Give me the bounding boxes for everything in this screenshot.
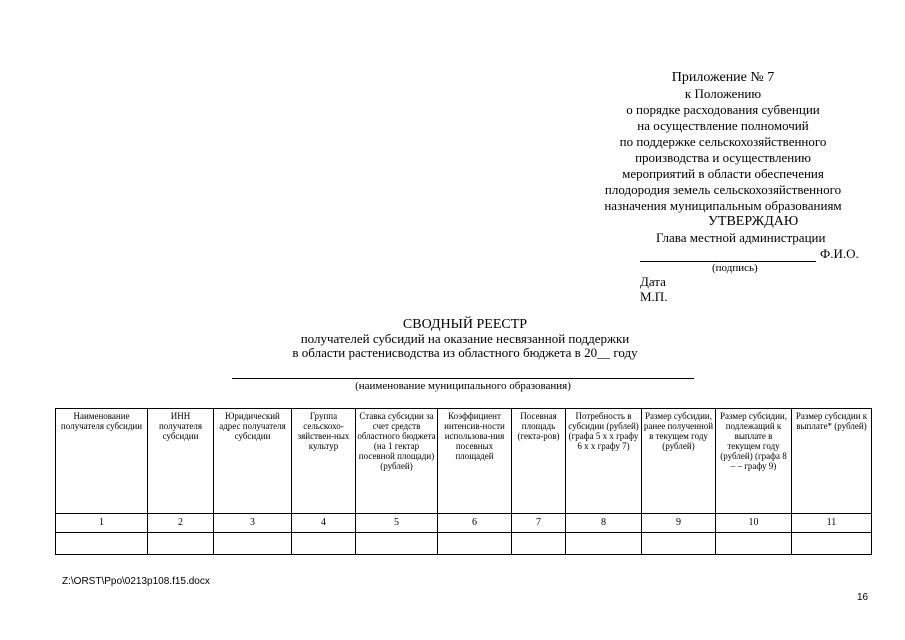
table-cell — [438, 533, 512, 555]
table-cell — [642, 533, 716, 555]
table-column-number-row — [56, 514, 872, 533]
column-number-cell: 6 — [438, 514, 512, 533]
appendix-line: мероприятий в области обеспечения — [622, 166, 824, 181]
table-header-cell: Наименование получателя субсидии — [56, 409, 148, 514]
table-cell — [566, 533, 642, 555]
column-number-cell: 11 — [792, 514, 872, 533]
approval-position: Глава местной администрации — [656, 230, 826, 245]
table-header-row — [56, 409, 872, 514]
appendix-line: о порядке расходования субвенции — [626, 102, 820, 117]
document-title — [200, 318, 730, 360]
table-cell — [148, 533, 214, 555]
table-cell — [356, 533, 438, 555]
appendix-block — [560, 70, 886, 214]
table-cell — [214, 533, 292, 555]
table-header-cell: Группа сельскохо-зяйствен-ных культур — [292, 409, 356, 514]
approval-title: УТВЕРЖДАЮ — [708, 214, 799, 229]
appendix-line: к Положению — [684, 86, 762, 101]
table-empty-row — [56, 533, 872, 555]
title-line-1: СВОДНЫЙ РЕЕСТР — [402, 317, 528, 332]
signature-underline — [640, 247, 816, 262]
table-cell — [792, 533, 872, 555]
column-number-cell: 3 — [214, 514, 292, 533]
title-line-2: получателей субсидий на оказание несвязанной поддержки — [300, 331, 630, 346]
municipality-underline — [232, 378, 694, 379]
appendix-line: назначения муниципальным образованиям — [604, 198, 842, 213]
table-header-cell: Размер субсидии к выплате* (рублей) — [792, 409, 872, 514]
approval-fio: Ф.И.О. — [820, 246, 859, 261]
table-header-cell: Коэффициент интенсив-ности использова-ния посевных площадей — [438, 409, 512, 514]
column-number-cell: 9 — [642, 514, 716, 533]
table-cell — [292, 533, 356, 555]
date-stamp-block — [640, 274, 667, 304]
column-number-cell: 8 — [566, 514, 642, 533]
appendix-line: на осуществление полномочий — [637, 118, 809, 133]
table-header-cell: Посевная площадь (гекта-ров) — [512, 409, 566, 514]
registry-table — [55, 408, 872, 555]
signature-line — [640, 246, 880, 262]
date-label: Дата — [640, 274, 666, 289]
table-cell — [716, 533, 792, 555]
column-number-cell: 2 — [148, 514, 214, 533]
approval-block — [640, 214, 880, 274]
column-number-cell: 5 — [356, 514, 438, 533]
title-line-3: в области растенисводства из областного бюджета в 20__ году — [292, 345, 638, 360]
municipality-caption: (наименование муниципального образования) — [355, 380, 571, 392]
signature-caption: (подпись) — [712, 262, 758, 274]
table-header-cell: ИНН получателя субсидии — [148, 409, 214, 514]
column-number-cell: 10 — [716, 514, 792, 533]
column-number-cell: 7 — [512, 514, 566, 533]
stamp-label: М.П. — [640, 289, 668, 304]
column-number-cell: 4 — [292, 514, 356, 533]
table-header-cell: Размер субсидии, ранее полученной в текущем году (рублей) — [642, 409, 716, 514]
table-header-cell: Потребность в субсидии (рублей) (графа 5 х х графу 6 х х графу 7) — [566, 409, 642, 514]
page-number: 16 — [857, 592, 869, 603]
table-cell — [512, 533, 566, 555]
column-number-cell: 1 — [56, 514, 148, 533]
appendix-line: по поддержке сельскохозяйственного — [619, 134, 827, 149]
table-header-cell: Юридический адрес получателя субсидии — [214, 409, 292, 514]
table-header-cell: Ставка субсидии за счет средств областного бюджета (на 1 гектар посевной площади) (рублей) — [356, 409, 438, 514]
appendix-line: производства и осуществлению — [635, 150, 811, 165]
appendix-line: Приложение № 7 — [671, 70, 775, 85]
file-path: Z:\ORST\Ppo\0213p108.f15.docx — [62, 576, 210, 587]
table-header-cell: Размер субсидии, подлежащий к выплате в текущем году (рублей) (графа 8 – – графу 9) — [716, 409, 792, 514]
table-cell — [56, 533, 148, 555]
appendix-line: плодородия земель сельскохозяйственного — [604, 182, 842, 197]
